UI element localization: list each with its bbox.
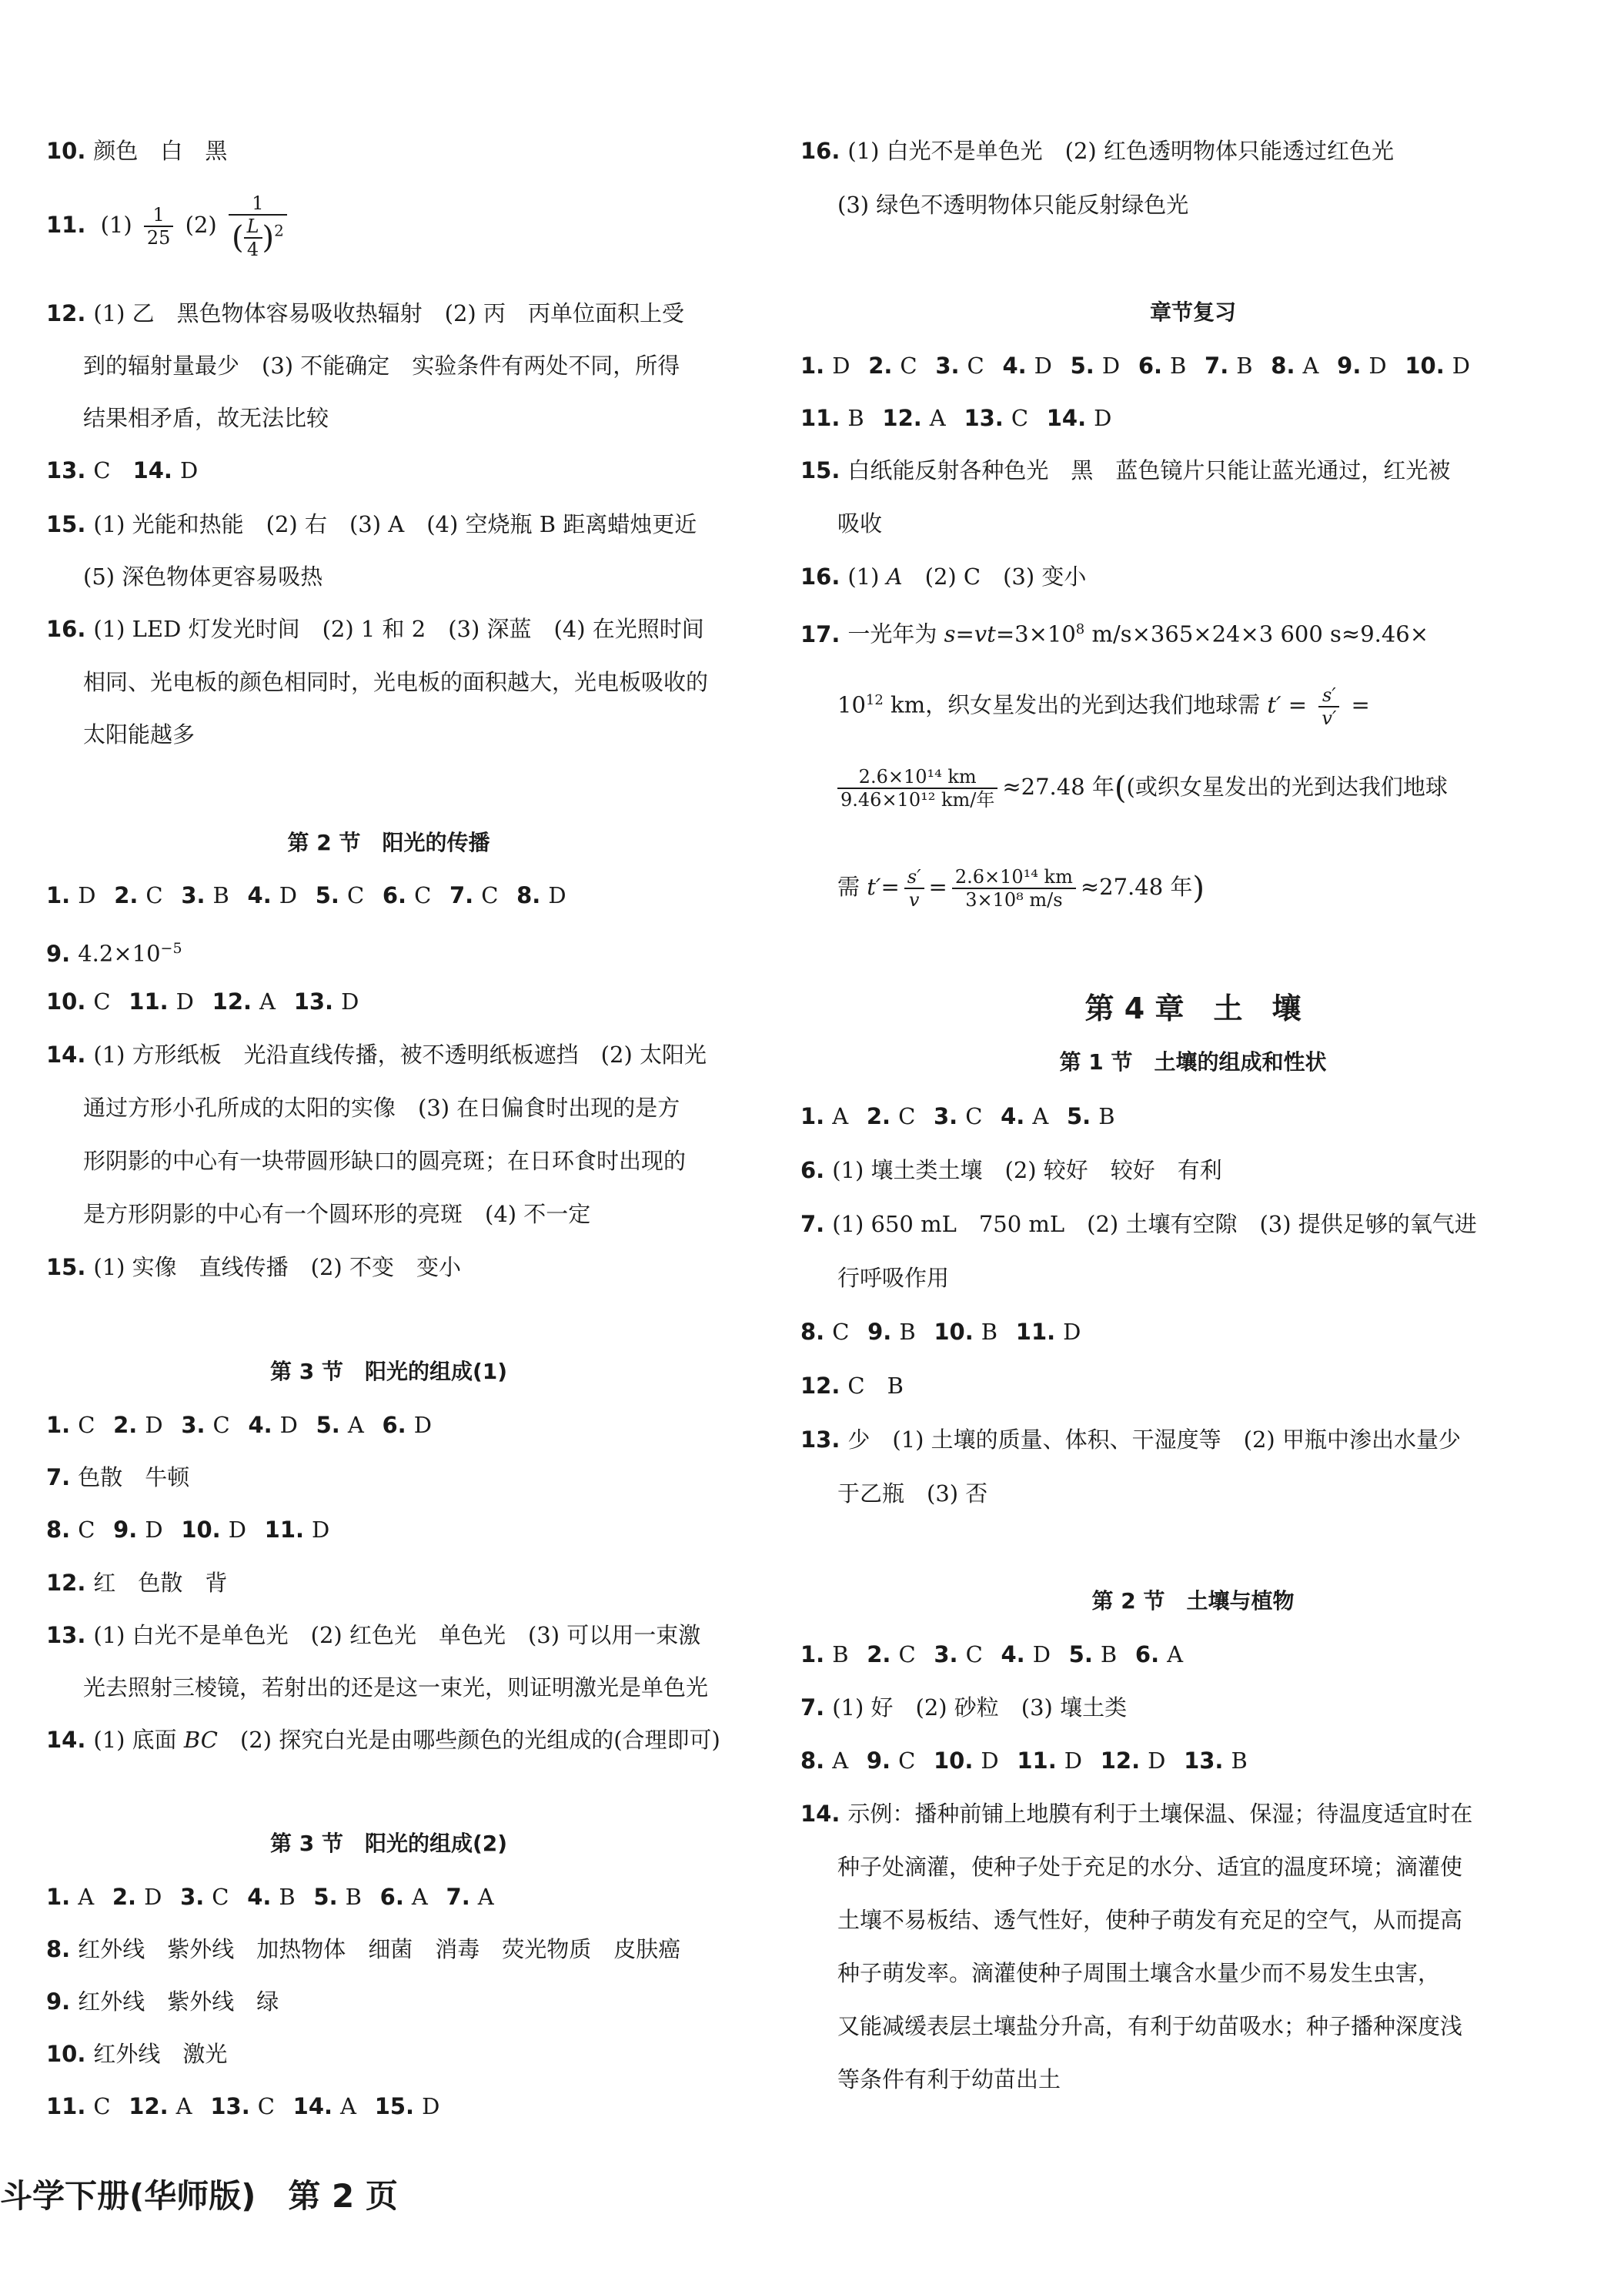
answer-text: (1) 光能和热能 (2) 右 (3) A (4) 空烧瓶 B 距离蜡烛更近 — [93, 511, 697, 537]
answer-13-line2: 光去照射三棱镜，若射出的还是这一束光，则证明激光是单色光 — [83, 1674, 709, 1701]
answer-row: 10. C 11. D 12. A 13. D — [46, 988, 359, 1015]
answer-16-line1 — [46, 614, 704, 644]
answer-14-line3: 形阴影的中心有一块带圆形缺口的圆亮斑；在日环食时出现的 — [83, 1148, 687, 1174]
answer-part-label: (1) — [100, 212, 132, 238]
question-number: 15. — [46, 511, 86, 537]
section-title: 第 2 节 阳光的传播 — [287, 830, 490, 855]
answer-10 — [46, 135, 227, 166]
answer-13-line1: 13. (1) 白光不是单色光 (2) 红色光 单色光 (3) 可以用一束激 — [46, 1622, 701, 1648]
answer-8: 8. 红外线 紫外线 加热物体 细菌 消毒 荧光物质 皮肤癌 — [46, 1936, 681, 1962]
answer-14-line5: 又能减缓表层土壤盐分升高，有利于幼苗吸水；种子播种深度浅 — [837, 2013, 1463, 2039]
fraction: $\frac{s'}{v'}$ — [1318, 684, 1339, 729]
chapter-title: 第 4 章 土 壤 — [1084, 992, 1302, 1025]
answer-text: D — [179, 457, 199, 483]
fraction — [229, 192, 287, 260]
fraction: $\frac{s'}{v}$ — [904, 866, 924, 911]
answer-12: 12. C B — [800, 1373, 904, 1399]
inner-fraction — [244, 216, 262, 260]
section-title: 第 3 节 阳光的组成(2) — [269, 1831, 508, 1856]
answer-17-line4: 需 t′= $\frac{s'}{v}$ = $\frac{\text{2.6×10¹⁴ km}}{\text{3×10⁸ m/s}}$ ≈27.48 年) — [837, 866, 1205, 911]
answer-12: 12. 红 色散 背 — [46, 1570, 228, 1596]
answer-15-line1 — [46, 509, 697, 540]
answer-14-line1: 14. (1) 方形纸板 光沿直线传播，被不透明纸板遮挡 (2) 太阳光 — [46, 1042, 707, 1068]
section-title: 第 1 节 土壤的组成和性状 — [1059, 1049, 1327, 1075]
denominator: 25 — [146, 227, 171, 249]
answer-7: 7. (1) 好 (2) 砂粒 (3) 壤土类 — [800, 1694, 1128, 1721]
answer-12-line3: 结果相矛盾，故无法比较 — [83, 405, 329, 431]
answer-text: (1) LED 灯发光时间 (2) 1 和 2 (3) 深蓝 (4) 在光照时间 — [93, 616, 704, 642]
answer-row: 8. C 9. D 10. D 11. D — [46, 1517, 330, 1543]
answer-14-line2: 种子处滴灌，使种子处于充足的水分、适宜的温度环境；滴灌使 — [837, 1854, 1463, 1880]
answer-6: 6. (1) 壤土类土壤 (2) 较好 较好 有利 — [800, 1157, 1222, 1183]
answer-row: 1. D 2. C 3. B 4. D 5. C 6. C 7. C 8. D — [46, 882, 566, 908]
answer-14-line1: 14. 示例：播种前铺上地膜有利于土壤保温、保湿；待温度适宜时在 — [800, 1801, 1473, 1827]
answer-17-line2: $10^{12}$ km，织女星发出的光到达我们地球需 t′ = $\frac{s'}{v'}$ = — [837, 684, 1370, 729]
answer-row: 1. A 2. D 3. C 4. B 5. B 6. A 7. A — [46, 1884, 494, 1910]
answer-10: 10. 红外线 激光 — [46, 2041, 228, 2067]
answer-9: 9. $4.2\times 10^{-5}$ — [46, 940, 182, 967]
answer-text: C — [93, 457, 133, 483]
numerator: 1 — [144, 204, 174, 227]
question-number: 16. — [46, 616, 86, 642]
answer-13-line2: 于乙瓶 (3) 否 — [837, 1480, 988, 1507]
answer-12-line2: 到的辐射量最少 (3) 不能确定 实验条件有两处不同，所得 — [83, 353, 680, 379]
answer-row: 1. D 2. C 3. C 4. D 5. D 6. B 7. B 8. A 9. D 10. D — [800, 353, 1470, 379]
answer-text: (1) 乙 黑色物体容易吸收热辐射 (2) 丙 丙单位面积上受 — [93, 300, 684, 326]
answer-14-line4: 种子萌发率。滴灌使种子周围土壤含水量少而不易发生虫害， — [837, 1960, 1441, 1986]
fraction: $\frac{\text{2.6×10¹⁴ km}}{\text{3×10⁸ m/s}}$ — [952, 866, 1076, 911]
answer-16-line2: (3) 绿色不透明物体只能反射绿色光 — [837, 192, 1189, 218]
numerator: 1 — [229, 192, 287, 216]
answer-row: 8. A 9. C 10. D 11. D 12. D 13. B — [800, 1748, 1248, 1774]
answer-row: 1. B 2. C 3. C 4. D 5. B 6. A — [800, 1641, 1184, 1667]
answer-row: 11. C 12. A 13. C 14. A 15. D — [46, 2093, 440, 2119]
answer-7-line1: 7. (1) 650 mL 750 mL (2) 土壤有空隙 (3) 提供足够的氧气进 — [800, 1211, 1477, 1237]
answer-row: 8. C 9. B 10. B 11. D — [800, 1319, 1081, 1345]
answer-16-line1: 16. (1) 白光不是单色光 (2) 红色透明物体只能透过红色光 — [800, 138, 1394, 164]
denominator: 4 — [246, 239, 259, 260]
answer-13-14 — [46, 455, 198, 486]
page-footer: 斗学下册(华师版) 第 2 页 — [0, 2177, 398, 2215]
answer-15-line1: 15. 白纸能反射各种色光 黑 蓝色镜片只能让蓝光通过，红光被 — [800, 457, 1451, 483]
answer-row: 1. A 2. C 3. C 4. A 5. B — [800, 1103, 1115, 1129]
answer-row: 1. C 2. D 3. C 4. D 5. A 6. D — [46, 1412, 432, 1438]
fraction — [144, 204, 174, 249]
question-number: 14. — [132, 457, 172, 483]
answer-14: 14. (1) 底面 BC (2) 探究白光是由哪些颜色的光组成的(合理即可) — [46, 1727, 720, 1753]
question-number: 10. — [46, 138, 86, 164]
question-number: 12. — [46, 300, 86, 326]
answer-14-line3: 土壤不易板结、透气性好，使种子萌发有充足的空气，从而提高 — [837, 1907, 1463, 1933]
answer-7-line2: 行呼吸作用 — [837, 1265, 950, 1291]
answer-15: 15. (1) 实像 直线传播 (2) 不变 变小 — [46, 1254, 461, 1280]
answer-15-line2: (5) 深色物体更容易吸热 — [83, 564, 323, 590]
answer-16: 16. (1) A (2) C (3) 变小 — [800, 564, 1087, 590]
answer-14-line6: 等条件有利于幼苗出土 — [837, 2066, 1061, 2092]
section-title: 第 3 节 阳光的组成(1) — [269, 1359, 508, 1384]
answer-text: 颜色 白 黑 — [93, 138, 228, 164]
question-number: 13. — [46, 457, 86, 483]
exponent: 2 — [274, 221, 284, 240]
answer-14-line4: 是方形阴影的中心有一个圆环形的亮斑 (4) 不一定 — [83, 1201, 591, 1227]
answer-17-line1: 17. 一光年为 $s=vt=3\times 10^8$ m/s×365×24×3 600 s≈9.46× — [800, 620, 1429, 647]
section-title: 章节复习 — [1149, 299, 1236, 325]
answer-17-line3: $\frac{\text{2.6×10¹⁴ km}}{\text{9.46×10¹² km/年}}$ ≈27.48 年((或织女星发出的光到达我们地球 — [837, 762, 1448, 813]
section-title: 第 2 节 土壤与植物 — [1091, 1588, 1295, 1614]
numerator: L — [244, 216, 262, 239]
answer-part-label: (2) — [185, 212, 217, 238]
fraction: $\frac{\text{2.6×10¹⁴ km}}{\text{9.46×10¹² km/年}}$ — [837, 766, 997, 811]
answer-row: 11. B 12. A 13. C 14. D — [800, 405, 1112, 431]
denominator: ( $\frac{L}{4}$ )$^2$ — [231, 216, 284, 260]
answer-9: 9. 红外线 紫外线 绿 — [46, 1988, 279, 2015]
answer-12-line1 — [46, 298, 684, 329]
answer-11 — [46, 192, 292, 260]
answer-16-line2: 相同、光电板的颜色相同时，光电板的面积越大，光电板吸收的 — [83, 669, 709, 695]
answer-15-line2: 吸收 — [837, 510, 883, 537]
answer-13-line1: 13. 少 (1) 土壤的质量、体积、干湿度等 (2) 甲瓶中渗出水量少 — [800, 1426, 1461, 1453]
answer-7: 7. 色散 牛顿 — [46, 1464, 190, 1490]
answer-16-line3: 太阳能越多 — [83, 721, 195, 748]
question-number: 11. — [46, 212, 86, 238]
answer-14-line2: 通过方形小孔所成的太阳的实像 (3) 在日偏食时出现的是方 — [83, 1095, 680, 1121]
